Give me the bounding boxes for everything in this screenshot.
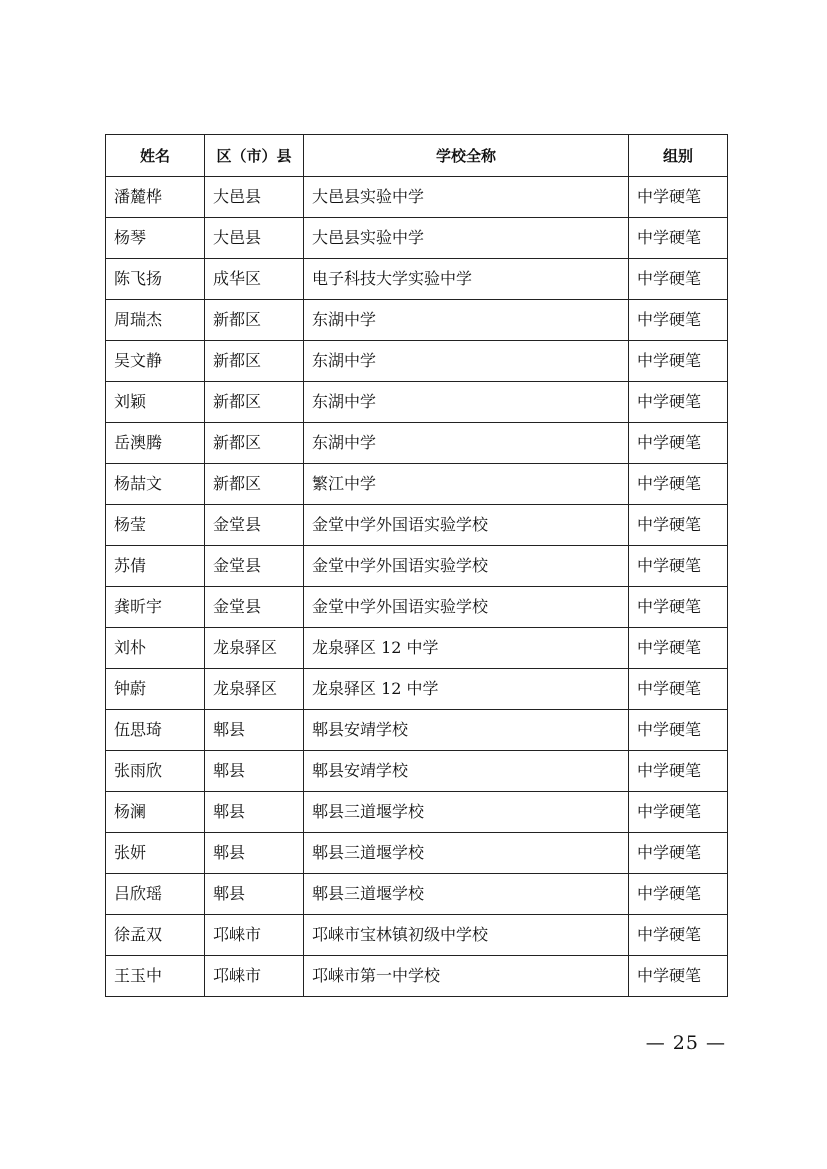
table-row (106, 833, 728, 874)
cell-group: 中学硬笔 (629, 751, 728, 792)
cell-name: 吴文静 (106, 341, 205, 382)
header-school: 学校全称 (304, 135, 629, 177)
cell-name: 杨澜 (106, 792, 205, 833)
cell-group: 中学硬笔 (629, 464, 728, 505)
header-group: 组别 (629, 135, 728, 177)
table-row (106, 546, 728, 587)
table-header-row (106, 135, 728, 177)
cell-district: 龙泉驿区 (205, 669, 304, 710)
cell-name: 刘颖 (106, 382, 205, 423)
cell-group: 中学硬笔 (629, 587, 728, 628)
cell-name: 陈飞扬 (106, 259, 205, 300)
cell-district: 邛崃市 (205, 956, 304, 997)
table-row (106, 874, 728, 915)
table-row (106, 218, 728, 259)
cell-district: 新都区 (205, 382, 304, 423)
cell-school: 东湖中学 (304, 423, 629, 464)
cell-school: 郫县三道堰学校 (304, 874, 629, 915)
table-row (106, 792, 728, 833)
winners-table (105, 134, 728, 997)
table-row (106, 259, 728, 300)
cell-name: 张妍 (106, 833, 205, 874)
table-row (106, 464, 728, 505)
cell-name: 王玉中 (106, 956, 205, 997)
cell-group: 中学硬笔 (629, 874, 728, 915)
cell-group: 中学硬笔 (629, 382, 728, 423)
cell-school: 邛崃市宝林镇初级中学校 (304, 915, 629, 956)
table-row (106, 710, 728, 751)
cell-group: 中学硬笔 (629, 956, 728, 997)
table-row (106, 505, 728, 546)
cell-district: 郫县 (205, 710, 304, 751)
cell-group: 中学硬笔 (629, 218, 728, 259)
cell-district: 大邑县 (205, 218, 304, 259)
cell-name: 刘朴 (106, 628, 205, 669)
table-row (106, 628, 728, 669)
cell-group: 中学硬笔 (629, 669, 728, 710)
cell-school: 电子科技大学实验中学 (304, 259, 629, 300)
cell-name: 杨莹 (106, 505, 205, 546)
cell-district: 新都区 (205, 300, 304, 341)
cell-group: 中学硬笔 (629, 341, 728, 382)
table-row (106, 177, 728, 218)
cell-group: 中学硬笔 (629, 833, 728, 874)
table-row (106, 423, 728, 464)
cell-district: 新都区 (205, 423, 304, 464)
cell-name: 龚昕宇 (106, 587, 205, 628)
cell-district: 龙泉驿区 (205, 628, 304, 669)
cell-name: 苏倩 (106, 546, 205, 587)
cell-school: 东湖中学 (304, 341, 629, 382)
cell-district: 新都区 (205, 341, 304, 382)
cell-group: 中学硬笔 (629, 792, 728, 833)
cell-name: 杨琴 (106, 218, 205, 259)
cell-school: 龙泉驿区 12 中学 (304, 628, 629, 669)
cell-school: 大邑县实验中学 (304, 218, 629, 259)
cell-district: 郫县 (205, 833, 304, 874)
cell-school: 东湖中学 (304, 300, 629, 341)
cell-group: 中学硬笔 (629, 628, 728, 669)
cell-school: 龙泉驿区 12 中学 (304, 669, 629, 710)
table-row (106, 341, 728, 382)
cell-district: 邛崃市 (205, 915, 304, 956)
cell-name: 岳澳腾 (106, 423, 205, 464)
cell-name: 潘麓桦 (106, 177, 205, 218)
cell-school: 大邑县实验中学 (304, 177, 629, 218)
table-row (106, 587, 728, 628)
header-name: 姓名 (106, 135, 205, 177)
cell-district: 金堂县 (205, 546, 304, 587)
cell-district: 新都区 (205, 464, 304, 505)
cell-district: 郫县 (205, 874, 304, 915)
table-row (106, 751, 728, 792)
cell-district: 郫县 (205, 792, 304, 833)
cell-school: 金堂中学外国语实验学校 (304, 505, 629, 546)
table-row (106, 915, 728, 956)
table-row (106, 669, 728, 710)
cell-district: 金堂县 (205, 587, 304, 628)
cell-school: 繁江中学 (304, 464, 629, 505)
cell-district: 大邑县 (205, 177, 304, 218)
table-row (106, 300, 728, 341)
cell-name: 钟蔚 (106, 669, 205, 710)
cell-school: 郫县安靖学校 (304, 710, 629, 751)
cell-school: 邛崃市第一中学校 (304, 956, 629, 997)
table-row (106, 956, 728, 997)
cell-name: 张雨欣 (106, 751, 205, 792)
cell-district: 郫县 (205, 751, 304, 792)
cell-name: 杨喆文 (106, 464, 205, 505)
page-number: — 25 — (645, 1032, 726, 1054)
cell-name: 吕欣瑶 (106, 874, 205, 915)
cell-school: 金堂中学外国语实验学校 (304, 546, 629, 587)
table-row (106, 382, 728, 423)
cell-group: 中学硬笔 (629, 546, 728, 587)
cell-district: 成华区 (205, 259, 304, 300)
header-district: 区（市）县 (205, 135, 304, 177)
cell-school: 郫县三道堰学校 (304, 833, 629, 874)
cell-name: 徐孟双 (106, 915, 205, 956)
cell-group: 中学硬笔 (629, 710, 728, 751)
cell-school: 郫县安靖学校 (304, 751, 629, 792)
cell-group: 中学硬笔 (629, 505, 728, 546)
cell-group: 中学硬笔 (629, 300, 728, 341)
cell-name: 周瑞杰 (106, 300, 205, 341)
cell-group: 中学硬笔 (629, 177, 728, 218)
cell-name: 伍思琦 (106, 710, 205, 751)
cell-district: 金堂县 (205, 505, 304, 546)
cell-school: 金堂中学外国语实验学校 (304, 587, 629, 628)
table-body (106, 177, 728, 997)
cell-group: 中学硬笔 (629, 259, 728, 300)
cell-group: 中学硬笔 (629, 915, 728, 956)
cell-school: 东湖中学 (304, 382, 629, 423)
cell-school: 郫县三道堰学校 (304, 792, 629, 833)
cell-group: 中学硬笔 (629, 423, 728, 464)
